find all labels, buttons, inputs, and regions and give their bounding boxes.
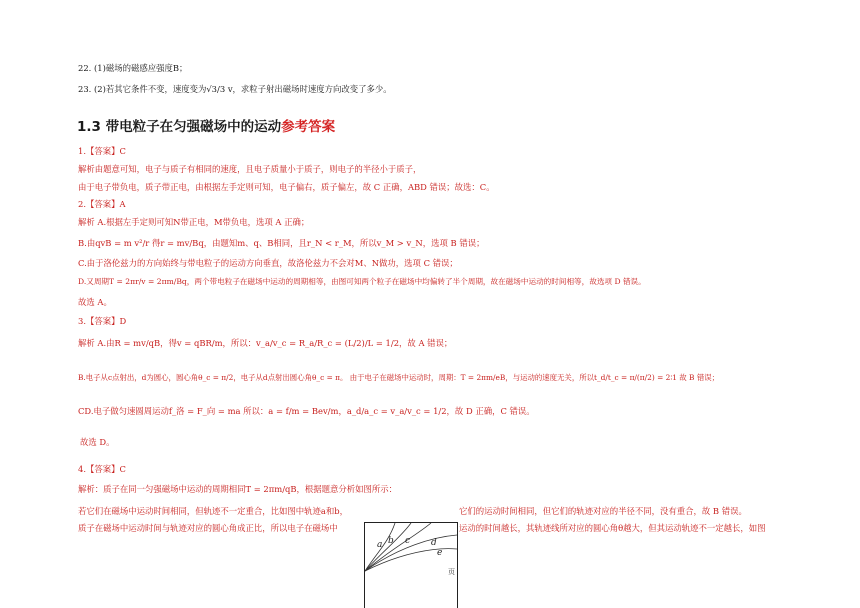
section-title: [77, 118, 335, 136]
answer-2-line-1: 解析 A.根据左手定则可知N带正电，M带负电，选项 A 正确；: [78, 217, 310, 227]
answer-4-line-1: 解析：质子在同一匀强磁场中运动的周期相同T = 2πm/qB，根据题意分析如图所示：: [78, 484, 398, 494]
label-c: c: [405, 536, 411, 546]
page-mark: 页: [448, 568, 455, 576]
answer-3-line-4: 故选 D。: [80, 437, 115, 447]
answer-4-line-3a: 质子在磁场中运动时间与轨迹对应的圆心角成正比，所以电子在磁场中: [78, 523, 338, 533]
answer-2-line-5: 故选 A。: [78, 297, 112, 307]
answer-4-head: 4.【答案】C: [78, 464, 126, 474]
answer-4-line-3b: 运动的时间越长，其轨迹线所对应的圆心角θ越大，但其运动轨迹不一定越长，如图: [459, 523, 766, 533]
answer-2-head: 2.【答案】A: [78, 199, 126, 209]
answer-1-line-1: 解析由题意可知，电子与质子有相同的速度，且电子质量小于质子，则电子的半径小于质子，: [78, 164, 422, 174]
answer-4-line-2b: 它们的运动时间相同，但它们的轨迹对应的半径不同，没有重合，故 B 错误。: [459, 506, 747, 516]
answer-4-line-2a: 若它们在磁场中运动时间相同，但轨迹不一定重合，比如图中轨迹a和b，: [78, 506, 348, 516]
trajectory-diagram: [365, 523, 457, 608]
answer-2-line-4: D.又周期T = 2πr/v = 2πm/Bq，两个带电粒子在磁场中运动的周期相等，由图可知两个粒子在磁场中均偏转了半个周期，故在磁场中运动的时间相等，故选项 D 错误。: [78, 277, 646, 286]
answer-3-line-1: 解析 A.由R = mv/qB，得v = qBR/m，所以：v_a/v_c = R_a/R_c = (L/2)/L = 1/2，故 A 错误；: [78, 338, 453, 348]
answer-3-line-3: CD.电子做匀速圆周运动f_洛 = F_向 = ma 所以：a = f/m = Bev/m，a_d/a_c = v_a/v_c = 1/2，故 D 正确，C 错误。: [78, 406, 535, 416]
answer-2-line-3: C.由于洛伦兹力的方向始终与带电粒子的运动方向垂直，故洛伦兹力不会对M、N做功，选项 C 错误；: [78, 258, 458, 268]
question-22: 22. (1)磁场的磁感应强度B；: [78, 63, 188, 73]
trajectory-figure: [364, 522, 458, 608]
answer-3-head: 3.【答案】D: [78, 316, 127, 326]
answer-3-line-2: B.电子从c点射出，d为圆心，圆心角θ_c = π/2，电子从d点射出圆心角θ_c = π。 由于电子在磁场中运动时，周期：T = 2πm/eB，与运动的速度无关，所以t_d/t_c = π/(π/2) = 2∶1 故 B 错误；: [78, 373, 719, 382]
arc-b: [365, 523, 411, 571]
section-title-suffix: 参考答案: [281, 119, 336, 135]
label-d: d: [431, 538, 437, 548]
answer-1-line-2: 由于电子带负电，质子带正电，由根据左手定则可知，电子偏右，质子偏左，故 C 正确，ABD 错误；故选：C。: [78, 182, 495, 192]
question-23: 23. (2)若其它条件不变，速度变为√3/3 v，求粒子射出磁场时速度方向改变了多少。: [78, 84, 392, 94]
label-e: e: [437, 548, 443, 558]
answer-2-line-2: B.由qvB = m v²/r 得r = mv/Bq，由题知m、q、B相同，且r_N < r_M，所以v_M > v_N，选项 B 错误；: [78, 238, 485, 248]
section-title-main: 1.3 带电粒子在匀强磁场中的运动: [77, 119, 282, 135]
answer-1-head: 1.【答案】C: [78, 146, 126, 156]
arc-c: [365, 523, 431, 571]
label-a: a: [377, 540, 383, 550]
label-b: b: [388, 536, 394, 546]
